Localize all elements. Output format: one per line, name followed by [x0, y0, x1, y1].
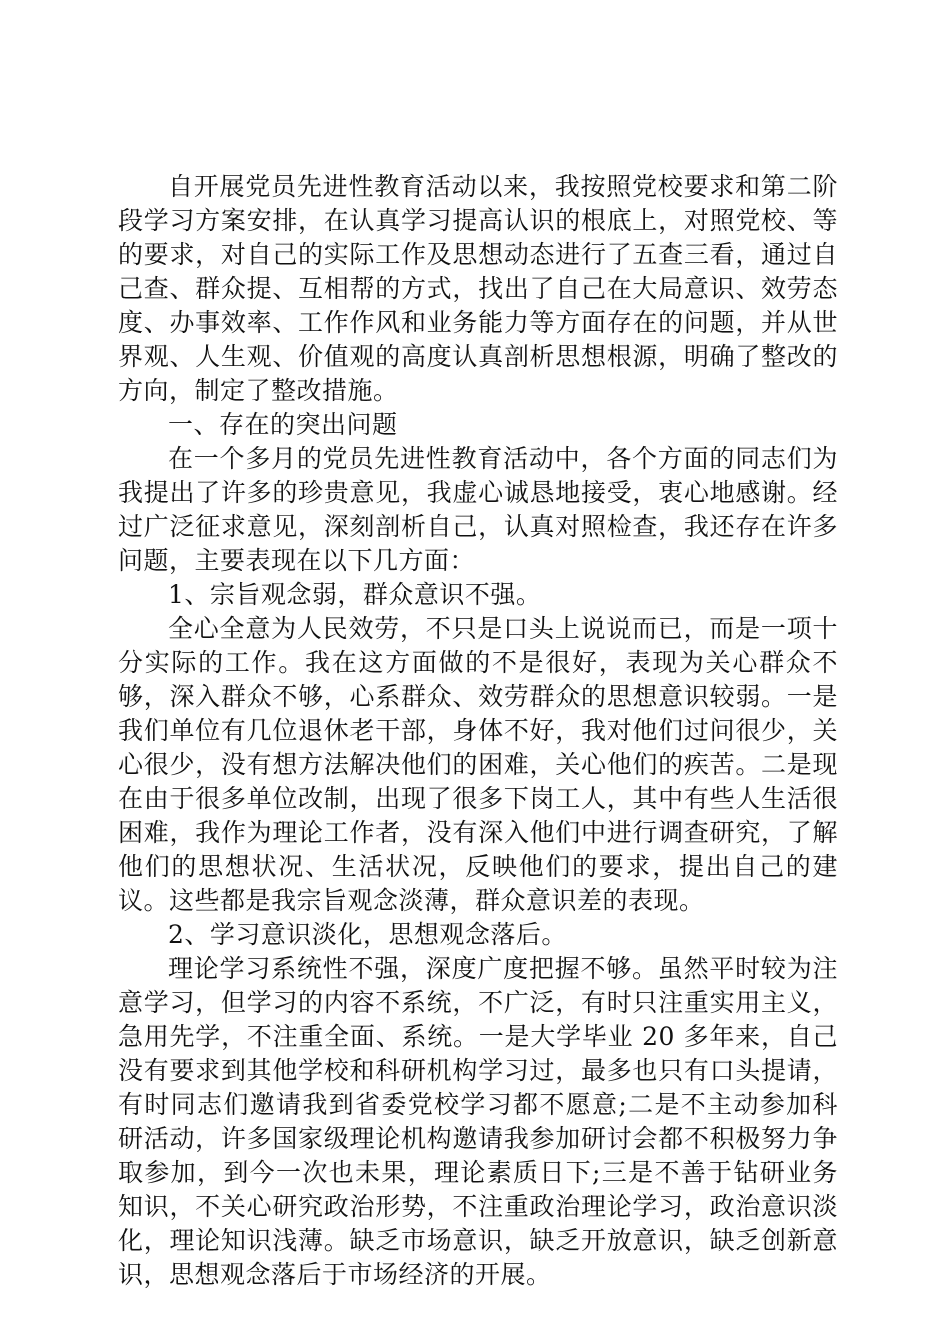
- section-heading-problems: 一、存在的突出问题: [168, 410, 398, 439]
- document-body: [118, 170, 838, 1292]
- paragraph-point-2: 理论学习系统性不强，深度广度把握不够。虽然平时较为注意学习，但学习的内容不系统，不广泛，有时只注重实用主义，急用先学，不注重全面、系统。一是大学毕业 20 多年来，自己没有要求到其他学校和科研机构学习过，最多也只有口头提请，有时同志们邀请我到省委党校学习都不愿意;二是不主动参加科研活动，许多国家级理论机构邀请我参加研讨会都不积极努力争取参加，到今一次也未果，理论素质日下;三是不善于钻研业务知识，不关心研究政治形势，不注重政治理论学习，政治意识淡化，理论知识浅薄。缺乏市场意识，缺乏开放意识，缺乏创新意识，思想观念落后于市场经济的开展。: [118, 954, 838, 1289]
- paragraph-point-1: 全心全意为人民效劳，不只是口头上说说而已，而是一项十分实际的工作。我在这方面做的不是很好，表现为关心群众不够，深入群众不够，心系群众、效劳群众的思想意识较弱。一是我们单位有几位退休老干部，身体不好，我对他们过问很少，关心很少，没有想方法解决他们的困难，关心他们的疾苦。二是现在由于很多单位改制，出现了很多下岗工人，其中有些人生活很困难，我作为理论工作者，没有深入他们中进行调查研究，了解他们的思想状况、生活状况，反映他们的要求，提出自己的建议。这些都是我宗旨观念淡薄，群众意识差的表现。: [118, 614, 838, 915]
- paragraph-intro: 自开展党员先进性教育活动以来，我按照党校要求和第二阶段学习方案安排，在认真学习提高认识的根底上，对照党校、等的要求，对自己的实际工作及思想动态进行了五查三看，通过自己查、群众提、互相帮的方式，找出了自己在大局意识、效劳态度、办事效率、工作作风和业务能力等方面存在的问题，并从世界观、人生观、价值观的高度认真剖析思想根源，明确了整改的方向，制定了整改措施。: [118, 172, 838, 405]
- paragraph-feedback: 在一个多月的党员先进性教育活动中，各个方面的同志们为我提出了许多的珍贵意见，我虚心诚恳地接受，衷心地感谢。经过广泛征求意见，深刻剖析自己，认真对照检查，我还存在许多问题，主要表现在以下几方面：: [118, 444, 838, 575]
- subheading-1: 1、宗旨观念弱，群众意识不强。: [168, 580, 542, 609]
- subheading-2: 2、学习意识淡化，思想观念落后。: [168, 920, 567, 949]
